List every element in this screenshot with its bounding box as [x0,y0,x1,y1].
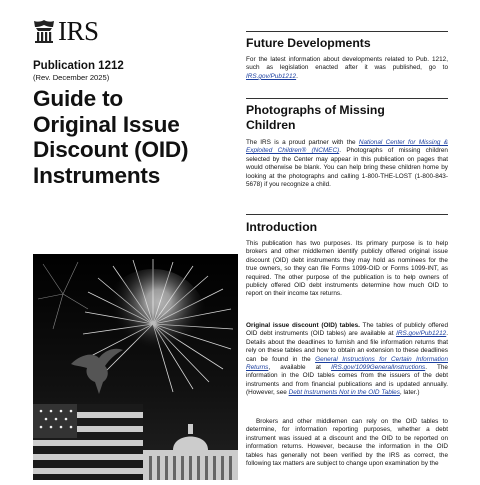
oid-tables-lead: Original issue discount (OID) tables. [246,322,360,329]
text-run: . The information in the OID tables comes from the issuers of the debt instruments and from financial publications and is updated annually. (However, see [246,364,448,397]
title-line: Discount (OID) [33,137,189,162]
irs-logo [33,18,99,44]
introduction-paragraph-1: This publication has two purposes. Its primary purpose is to help brokers and other middlemen identify publicly offered original issue discount (OID) debt instruments they may hold as nominees for the true owners, so they can file Forms 1099-OID or Forms 1099-INT, as required. The other purpose of the publication is to help owners of publicly offered OID debt instruments determine how much OID to report on their income tax returns. [246,240,448,298]
future-developments-heading: Future Developments [246,36,371,50]
publication-revision: (Rev. December 2025) [33,73,110,82]
pub1212-link-2[interactable]: IRS.gov/Pub1212 [396,330,447,338]
text-run: . [296,72,298,80]
missing-children-heading [246,103,448,133]
title-line: Instruments [33,162,161,188]
publication-title [33,86,238,188]
debt-instruments-not-in-tables-link[interactable]: Debt Instruments Not in the OID Tables [288,389,400,397]
heading-line: Children [246,118,296,132]
title-line: Original Issue [33,111,180,137]
introduction-paragraph-3: Brokers and other middlemen can rely on the OID tables to determine, for information reporting purposes, whether a debt instrument was issued at a discount and the OID to be reported on information returns. However, because the information in the OID tables has generally not been verified by the IRS as correct, the following tax matters are subject to change upon examination by the [246,418,448,468]
text-run: The IRS is a proud partner with the [246,139,359,146]
ncmec-link[interactable]: National Center for Missing & Exploited Children® (NCMEC) [246,139,448,155]
introduction-paragraph-2 [246,322,448,398]
pub1212-link[interactable]: IRS.gov/Pub1212 [246,72,297,80]
text-run: For the latest information about developments related to Pub. 1212, such as legislation enacted after it was published, go to [246,56,448,72]
title-line: Guide to [33,86,124,111]
future-developments-text [246,56,448,81]
heading-line: Photographs of Missing [246,103,385,117]
text-run: . Photographs of missing children selected by the Center may appear in this publication on pages that would otherwise be blank. You can help bring these children home by looking at the photographs and calling 1-800-THE-LOST (1-800-843-5678) if you recognize a child. [246,147,448,189]
text-run: The tables of publicly offered OID debt instruments (OID tables) are available at [246,322,448,338]
missing-children-text [246,139,448,189]
irs-logo-text: IRS [58,16,99,46]
section-rule [246,31,448,32]
publication-number: Publication 1212 [33,60,124,72]
introduction-heading: Introduction [246,220,318,234]
section-rule [246,98,448,99]
text-run: , available at [268,364,332,372]
fireworks-eagle-capitol-photo-icon [33,254,238,480]
text-run: , later.) [399,389,420,397]
section-rule [246,214,448,215]
1099-general-instructions-link[interactable]: IRS.gov/1099GeneralInstructions [331,364,426,372]
irs-eagle-logo-icon [33,19,55,43]
text-run: . Details about the deadlines to furnish and file information returns that rely on these tables and how to obtain an extension to these deadlines can be found in the [246,330,448,363]
general-instructions-link[interactable]: General Instructions for Certain Information Returns [246,355,448,372]
